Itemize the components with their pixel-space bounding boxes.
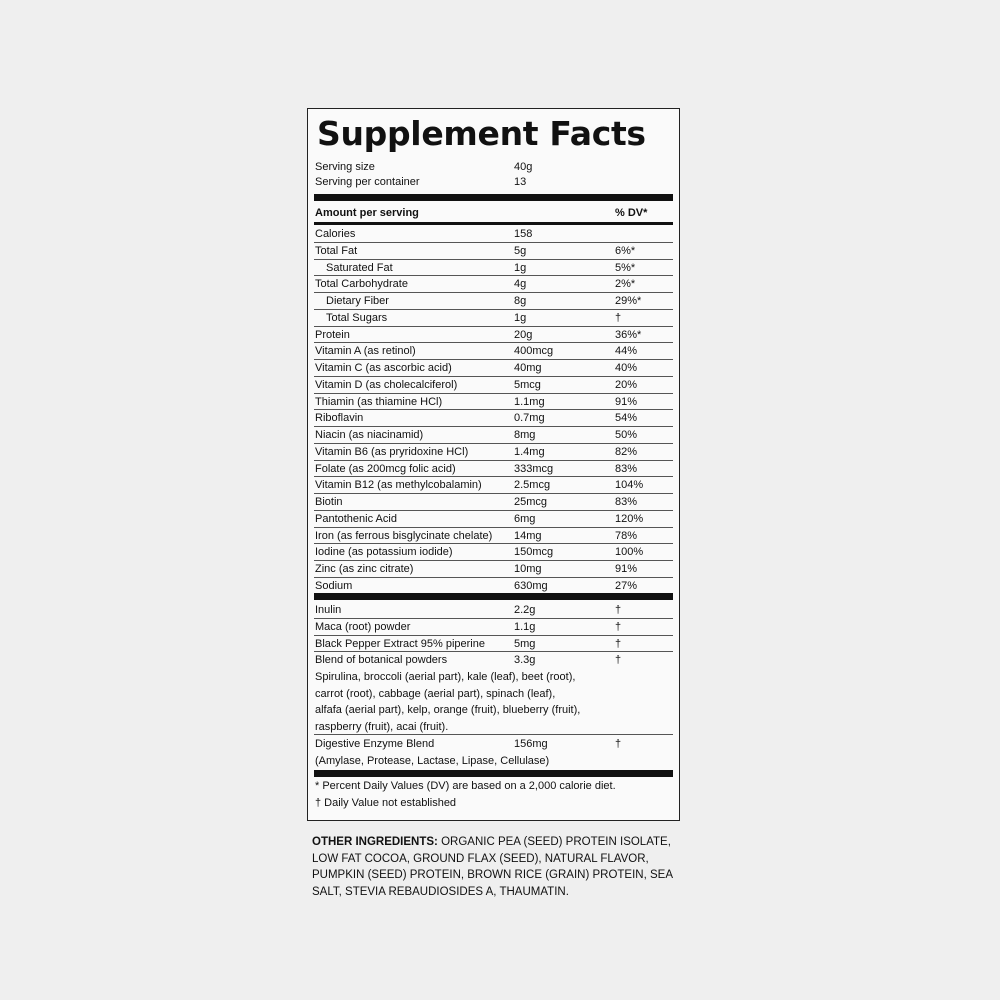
nutrient-name: Folate (as 200mcg folic acid) (315, 463, 456, 475)
nutrient-name: Biotin (315, 496, 343, 508)
nutrient-amount: 158 (514, 228, 533, 240)
nutrient-name: Protein (315, 329, 350, 341)
row-divider (314, 242, 673, 243)
panel-title: Supplement Facts (317, 114, 646, 153)
row-divider (314, 342, 673, 343)
botanical-line: carrot (root), cabbage (aerial part), spinach (leaf), (315, 688, 556, 700)
nutrient-name: Vitamin B12 (as methylcobalamin) (315, 479, 482, 491)
row-divider (314, 443, 673, 444)
row-divider (314, 577, 673, 578)
botanical-line: raspberry (fruit), acai (fruit). (315, 721, 449, 733)
row-divider (314, 359, 673, 360)
nutrient-dv: 78% (615, 530, 638, 542)
nutrient-amount: 10mg (514, 563, 542, 575)
nutrient-name: Dietary Fiber (326, 295, 389, 307)
thick-divider-3 (314, 770, 673, 777)
enzyme-blend-detail: (Amylase, Protease, Lactase, Lipase, Cellulase) (315, 755, 550, 767)
nutrient-name: Zinc (as zinc citrate) (315, 563, 414, 575)
nutrient-dv: 5%* (615, 262, 636, 274)
nutrient-name: Iron (as ferrous bisglycinate chelate) (315, 530, 493, 542)
row-divider (314, 309, 673, 310)
ingredient-name: Maca (root) powder (315, 621, 411, 633)
row-divider (314, 560, 673, 561)
ingredient-name: Black Pepper Extract 95% piperine (315, 638, 485, 650)
nutrient-dv: 44% (615, 345, 638, 357)
ingredient-name: Inulin (315, 604, 342, 616)
nutrient-dv: 27% (615, 580, 638, 592)
nutrient-amount: 14mg (514, 530, 542, 542)
row-divider (314, 476, 673, 477)
nutrient-dv: 40% (615, 362, 638, 374)
nutrient-name: Total Fat (315, 245, 358, 257)
nutrient-dv: 83% (615, 496, 638, 508)
nutrient-name: Vitamin C (as ascorbic acid) (315, 362, 452, 374)
nutrient-amount: 6mg (514, 513, 536, 525)
nutrient-amount: 8g (514, 295, 527, 307)
nutrient-amount: 1g (514, 262, 527, 274)
row-divider (314, 734, 673, 735)
other-ingredients (312, 834, 682, 900)
nutrient-name: Thiamin (as thiamine HCl) (315, 396, 443, 408)
nutrient-amount: 40mg (514, 362, 542, 374)
row-divider (314, 393, 673, 394)
nutrient-name: Vitamin A (as retinol) (315, 345, 416, 357)
ingredient-amount: 3.3g (514, 654, 536, 666)
row-divider (314, 493, 673, 494)
servings-per-container-value: 13 (514, 176, 527, 188)
nutrient-dv: 100% (615, 546, 644, 558)
row-divider (314, 460, 673, 461)
nutrient-name: Total Sugars (326, 312, 388, 324)
ingredient-dv: † (615, 621, 622, 633)
ingredient-amount: 2.2g (514, 604, 536, 616)
footnote-dv: * Percent Daily Values (DV) are based on a 2,000 calorie diet. (315, 780, 616, 792)
row-divider (314, 409, 673, 410)
nutrient-amount: 1.4mg (514, 446, 545, 458)
nutrient-amount: 2.5mcg (514, 479, 551, 491)
nutrient-name: Total Carbohydrate (315, 278, 408, 290)
nutrient-dv: 104% (615, 479, 644, 491)
nutrient-name: Calories (315, 228, 356, 240)
nutrient-name: Vitamin D (as cholecalciferol) (315, 379, 458, 391)
nutrient-name: Iodine (as potassium iodide) (315, 546, 453, 558)
nutrient-amount: 5mcg (514, 379, 541, 391)
ingredient-dv: † (615, 654, 622, 666)
daily-value-header: % DV* (615, 207, 648, 219)
nutrient-amount: 20g (514, 329, 533, 341)
nutrient-dv: 50% (615, 429, 638, 441)
nutrient-name: Niacin (as niacinamid) (315, 429, 424, 441)
row-divider (314, 326, 673, 327)
row-divider (314, 292, 673, 293)
ingredient-name: Blend of botanical powders (315, 654, 448, 666)
nutrient-amount: 400mcg (514, 345, 554, 357)
ingredient-amount: 1.1g (514, 621, 536, 633)
row-divider (314, 635, 673, 636)
serving-size-label: Serving size (315, 161, 375, 173)
nutrient-amount: 0.7mg (514, 412, 545, 424)
ingredient-amount: 5mg (514, 638, 536, 650)
row-divider (314, 426, 673, 427)
serving-size-value: 40g (514, 161, 533, 173)
nutrient-dv: 36%* (615, 329, 642, 341)
row-divider (314, 376, 673, 377)
nutrient-dv: 29%* (615, 295, 642, 307)
row-divider (314, 651, 673, 652)
nutrient-amount: 4g (514, 278, 527, 290)
ingredient-dv: † (615, 604, 622, 616)
nutrient-name: Sodium (315, 580, 353, 592)
other-ingredients-text: ORGANIC PEA (SEED) PROTEIN ISOLATE, LOW FAT COCOA, GROUND FLAX (SEED), NATURAL FLAVOR, PUMPKIN (SEED) PROTEIN, BROWN RICE (GRAIN) PROTEIN, SEA SALT, STEVIA REBAUDIOSIDES A, THAUMATIN. (312, 836, 673, 898)
servings-per-container-label: Serving per container (315, 176, 420, 188)
nutrient-amount: 1g (514, 312, 527, 324)
nutrient-dv: 120% (615, 513, 644, 525)
nutrient-name: Vitamin B6 (as pryridoxine HCl) (315, 446, 469, 458)
nutrient-amount: 8mg (514, 429, 536, 441)
amount-per-serving-label: Amount per serving (315, 207, 419, 219)
botanical-line: Spirulina, broccoli (aerial part), kale (leaf), beet (root), (315, 671, 576, 683)
botanical-line: alfafa (aerial part), kelp, orange (fruit), blueberry (fruit), (315, 704, 581, 716)
ingredient-dv: † (615, 638, 622, 650)
enzyme-blend-name: Digestive Enzyme Blend (315, 738, 435, 750)
enzyme-blend-amount: 156mg (514, 738, 548, 750)
nutrient-dv: 82% (615, 446, 638, 458)
nutrient-dv: 6%* (615, 245, 636, 257)
thick-divider (314, 194, 673, 201)
row-divider (314, 543, 673, 544)
enzyme-blend-dv: † (615, 738, 622, 750)
nutrient-dv: † (615, 312, 622, 324)
row-divider (314, 510, 673, 511)
nutrient-name: Pantothenic Acid (315, 513, 397, 525)
medium-divider (314, 222, 673, 225)
thick-divider-2 (314, 593, 673, 600)
supplement-facts-panel (307, 108, 680, 821)
row-divider (314, 618, 673, 619)
nutrient-dv: 83% (615, 463, 638, 475)
nutrient-dv: 91% (615, 563, 638, 575)
nutrient-dv: 20% (615, 379, 638, 391)
nutrient-name: Riboflavin (315, 412, 364, 424)
nutrient-dv: 2%* (615, 278, 636, 290)
row-divider (314, 259, 673, 260)
nutrient-amount: 25mcg (514, 496, 548, 508)
nutrient-amount: 5g (514, 245, 527, 257)
nutrient-name: Saturated Fat (326, 262, 393, 274)
row-divider (314, 275, 673, 276)
nutrient-dv: 54% (615, 412, 638, 424)
nutrient-amount: 333mcg (514, 463, 554, 475)
nutrient-amount: 630mg (514, 580, 548, 592)
row-divider (314, 527, 673, 528)
nutrient-dv: 91% (615, 396, 638, 408)
footnote-dagger: † Daily Value not established (315, 797, 457, 809)
other-ingredients-label: OTHER INGREDIENTS: (312, 836, 438, 848)
nutrient-amount: 150mcg (514, 546, 554, 558)
nutrient-amount: 1.1mg (514, 396, 545, 408)
